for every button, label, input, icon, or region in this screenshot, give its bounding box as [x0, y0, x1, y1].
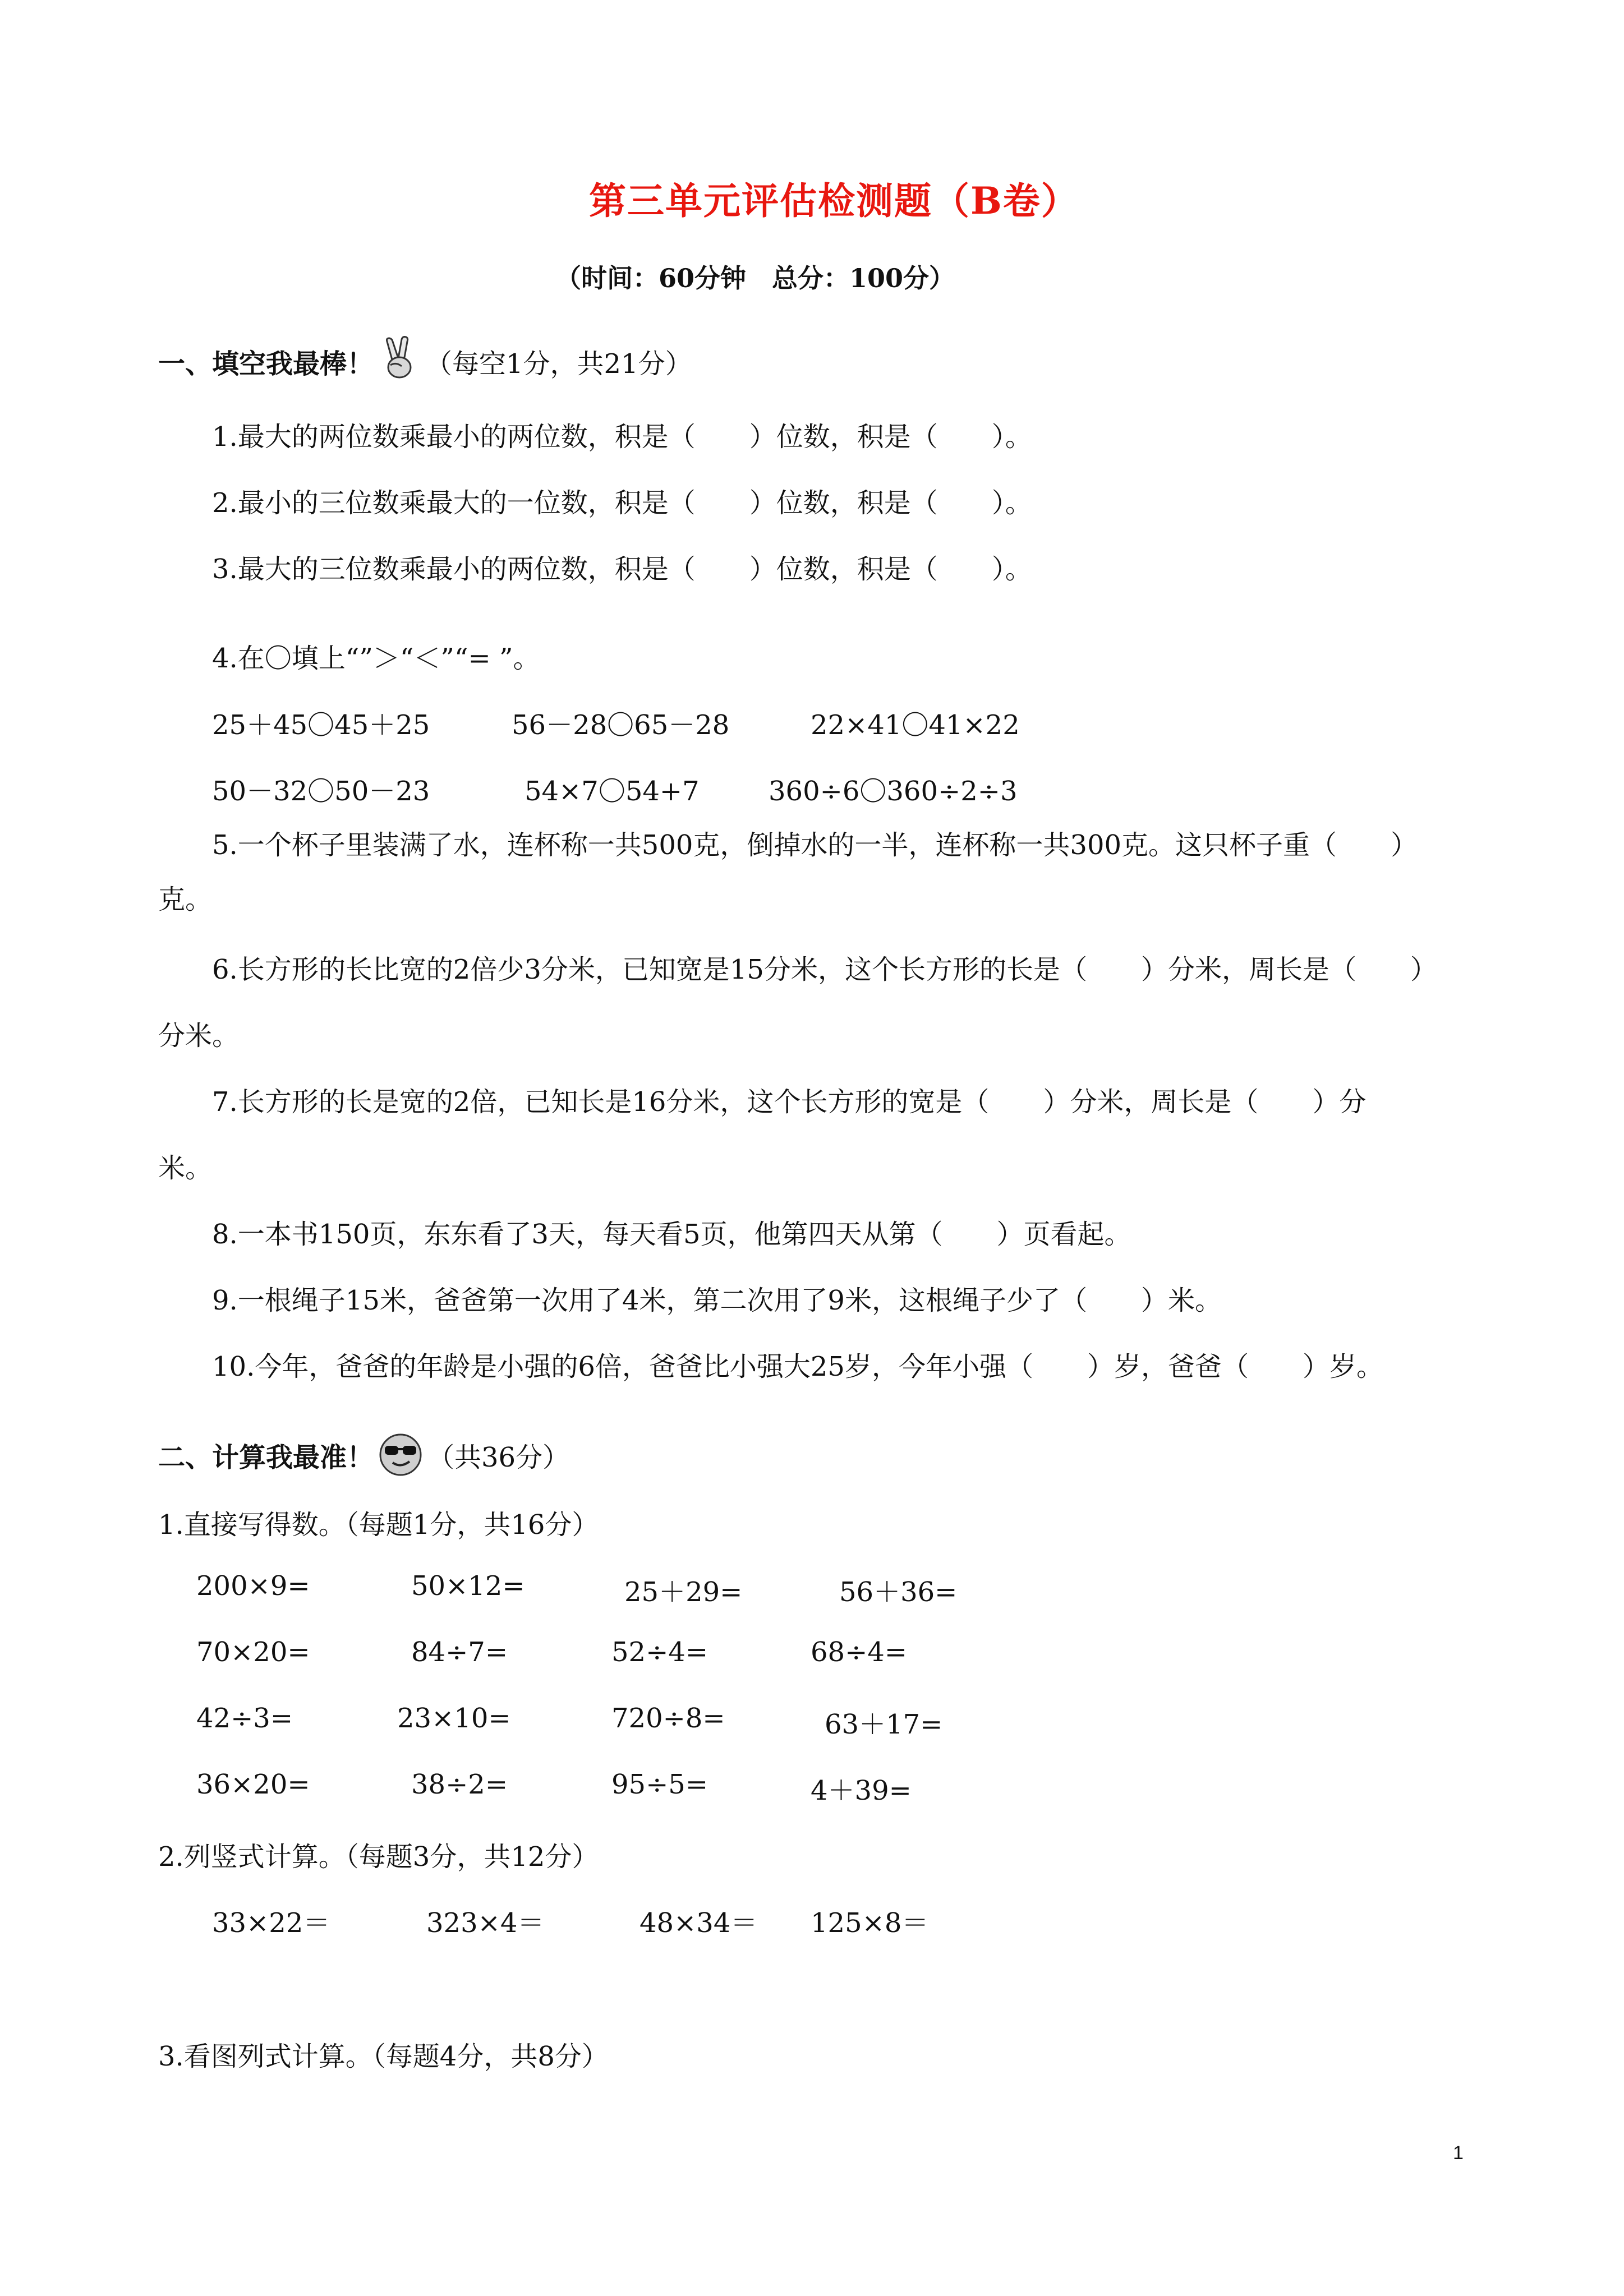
question-10: 10.今年，爸爸的年龄是小强的6倍，爸爸比小强大25岁，今年小强（ ）岁，爸爸（ ）岁。 — [212, 1351, 1383, 1382]
exam-title: 第三单元评估检测题（B卷） — [589, 179, 1079, 223]
section1-note: （每空1分，共21分） — [425, 348, 692, 380]
direct-calc-item: 70×20= — [196, 1636, 310, 1668]
question-7: 7.长方形的长是宽的2倍，已知长是16分米，这个长方形的宽是（ ）分米，周长是（ ）分 — [212, 1086, 1367, 1118]
direct-calc-item: 68÷4= — [811, 1636, 908, 1668]
question-5: 5.一个杯子里装满了水，连杯称一共500克，倒掉水的一半，连杯称一共300克。这只杯子重（ ） — [212, 829, 1418, 861]
question-6: 6.长方形的长比宽的2倍少3分米，已知宽是15分米，这个长方形的长是（ ）分米，周长是（ ） — [212, 954, 1437, 985]
direct-calc-item: 23×10= — [397, 1703, 511, 1734]
section2-header — [158, 1436, 569, 1481]
direct-calc-item: 25＋29= — [624, 1576, 743, 1608]
question-2: 2.最小的三位数乘最大的一位数，积是（ ）位数，积是（ ）。 — [212, 487, 1032, 519]
vertical-calc-item: 323×4＝ — [426, 1907, 545, 1939]
question-5-continued: 克。 — [158, 884, 213, 915]
direct-calc-item: 200×9= — [196, 1570, 310, 1602]
compare-item: 360÷6〇360÷2÷3 — [769, 776, 1018, 807]
direct-calc-item: 95÷5= — [611, 1769, 709, 1800]
question-1: 1.最大的两位数乘最小的两位数，积是（ ）位数，积是（ ）。 — [212, 421, 1032, 453]
question-7-continued: 米。 — [158, 1152, 213, 1184]
vertical-calc-item: 48×34＝ — [640, 1907, 758, 1939]
vertical-calc-item: 33×22＝ — [212, 1907, 330, 1939]
compare-item: 54×7〇54+7 — [525, 776, 700, 807]
section2-heading: 二、计算我最准！ — [158, 1442, 374, 1473]
sunglasses-face-icon — [377, 1431, 424, 1481]
direct-calc-item: 52÷4= — [611, 1636, 709, 1668]
question-8: 8.一本书150页，东东看了3天，每天看5页，他第四天从第（ ）页看起。 — [212, 1219, 1131, 1250]
direct-calc-item: 84÷7= — [411, 1636, 508, 1668]
direct-calc-item: 36×20= — [196, 1769, 310, 1800]
section1-header — [158, 342, 692, 383]
compare-item: 25＋45〇45＋25 — [212, 709, 430, 741]
victory-hand-icon — [377, 336, 422, 383]
part-1-title: 1.直接写得数。（每题1分，共16分） — [158, 1509, 599, 1541]
direct-calc-item: 56＋36= — [839, 1576, 958, 1608]
question-6-continued: 分米。 — [158, 1020, 240, 1052]
compare-item: 56－28〇65－28 — [512, 709, 730, 741]
page-number: 1 — [1453, 2142, 1464, 2164]
direct-calc-item: 4＋39= — [811, 1775, 912, 1806]
section2-note: （共36分） — [427, 1442, 570, 1473]
section1-heading: 一、填空我最棒！ — [158, 348, 374, 380]
direct-calc-item: 63＋17= — [825, 1709, 943, 1740]
direct-calc-item: 38÷2= — [411, 1769, 508, 1800]
question-9: 9.一根绳子15米，爸爸第一次用了4米，第二次用了9米，这根绳子少了（ ）米。 — [212, 1285, 1222, 1316]
exam-subtitle: （时间：60分钟 总分：100分） — [555, 263, 955, 293]
direct-calc-item: 50×12= — [411, 1570, 525, 1602]
compare-item: 50－32〇50－23 — [212, 776, 430, 807]
question-3: 3.最大的三位数乘最小的两位数，积是（ ）位数，积是（ ）。 — [212, 554, 1032, 585]
question-4: 4.在〇填上“”＞“＜”“= ”。 — [212, 643, 540, 674]
direct-calc-item: 42÷3= — [196, 1703, 293, 1734]
compare-item: 22×41〇41×22 — [811, 709, 1020, 741]
direct-calc-item: 720÷8= — [611, 1703, 725, 1734]
part-2-title: 2.列竖式计算。（每题3分，共12分） — [158, 1841, 599, 1873]
vertical-calc-item: 125×8＝ — [811, 1907, 929, 1939]
part-3-title: 3.看图列式计算。（每题4分，共8分） — [158, 2041, 609, 2072]
